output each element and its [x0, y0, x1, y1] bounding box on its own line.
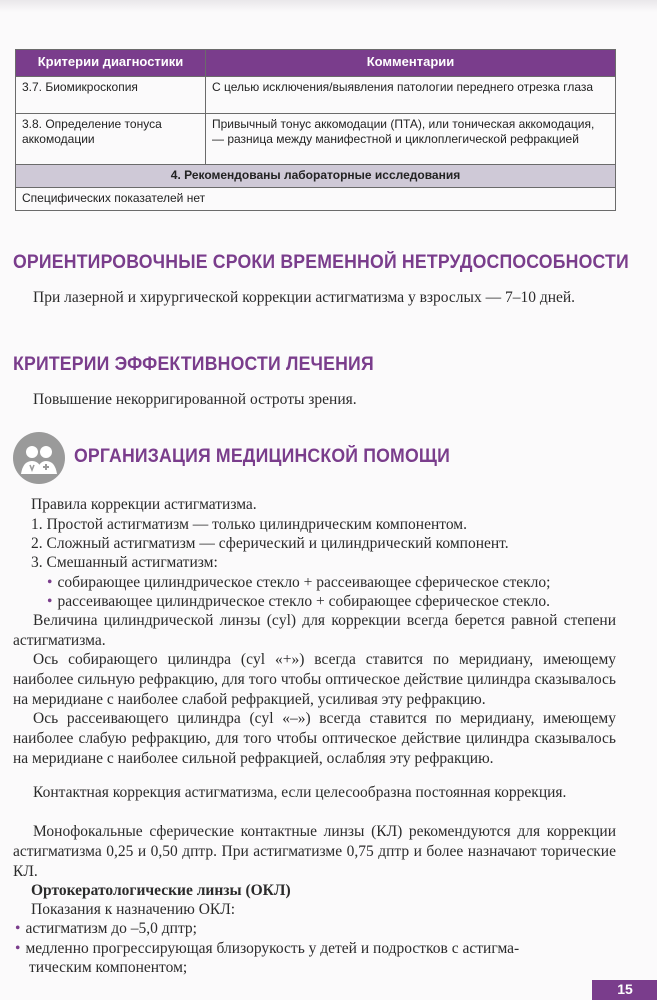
table-subheader: 4. Рекомендованы лабораторные исследования [16, 165, 616, 188]
table-row [16, 188, 616, 211]
diagnostics-table [15, 49, 616, 211]
okl-title: Ортокератологические линзы (ОКЛ) [31, 882, 291, 899]
paragraph-contact: Контактная коррекция астигматизма, если целесообразна постоянная коррекция. [33, 784, 567, 801]
page-top-shade [0, 0, 657, 12]
list-item: • собирающее цилиндрическое стекло + рассеивающее сферическое стекло; [47, 572, 550, 593]
medical-staff-icon [13, 432, 65, 484]
paragraph-cyl: Величина цилиндрической линзы (cyl) для коррекции всегда берется равной степени астигматизма. [13, 612, 616, 649]
table-row [16, 77, 616, 114]
table-cell: 3.8. Определение тонуса аккомодации [16, 114, 206, 165]
section-heading-treatment-criteria: КРИТЕРИИ ЭФФЕКТИВНОСТИ ЛЕЧЕНИЯ [13, 354, 374, 375]
list-item-continuation: тическим компонентом; [29, 959, 188, 976]
table-subheader-row [16, 165, 616, 188]
rule-item: 1. Простой астигматизм — только цилиндрическим компонентом. [31, 516, 467, 533]
table-cell: С целью исключения/выявления патологии переднего отрезка глаза [206, 77, 616, 114]
page-number: 15 [617, 981, 633, 997]
table-header-row [16, 50, 616, 77]
table-header-criteria: Критерии диагностики [16, 50, 206, 77]
rules-title: Правила коррекции астигматизма. [31, 496, 257, 513]
paragraph-minus-axis: Ось рассеивающего цилиндра (cyl «–») всегда ставится по меридиану, имеющему наиболее слабую рефракцию, для того чтобы оптическое действие цилиндра сказывалось на меридиане с наиболее сильной рефракцией, ослабляя эту рефракцию. [13, 710, 616, 767]
list-item: • рассеивающее цилиндрическое стекло + собирающее сферическое стекло. [47, 591, 550, 612]
criteria-paragraph: Повышение некорригированной остроты зрения. [33, 391, 357, 408]
table-header-comments: Комментарии [206, 50, 616, 77]
list-item: • астигматизм до –5,0 дптр; [15, 918, 197, 939]
terms-paragraph: При лазерной и хирургической коррекции астигматизма у взрослых — 7–10 дней. [33, 289, 576, 306]
okl-indications: Показания к назначению ОКЛ: [31, 901, 236, 918]
table-cell: 3.7. Биомикроскопия [16, 77, 206, 114]
table-row [16, 114, 616, 165]
table-cell: Специфических показателей нет [16, 188, 616, 211]
rule-item: 3. Смешанный астигматизм: [31, 554, 218, 571]
list-item: • медленно прогрессирующая близорукость у детей и подростков с астигма- [15, 938, 519, 959]
table-cell: Привычный тонус аккомодации (ПТА), или тоническая аккомодация, — разница между манифестной и циклоплегической рефракцией [206, 114, 616, 165]
rule-item: 2. Сложный астигматизм — сферический и цилиндрический компонент. [31, 535, 509, 552]
section-heading-disability-terms: ОРИЕНТИРОВОЧНЫЕ СРОКИ ВРЕМЕННОЙ НЕТРУДОСПОСОБНОСТИ [13, 252, 629, 273]
paragraph-plus-axis: Ось собирающего цилиндра (cyl «+») всегда ставится по меридиану, имеющему наиболее сильную рефракцию, для того чтобы оптическое действие цилиндра сказывалось на меридиане с наиболее слабой рефракцией, усиливая эту рефракцию. [13, 651, 616, 708]
paragraph-monofocal: Монофокальные сферические контактные линзы (КЛ) рекомендуются для коррекции астигматизма 0,25 и 0,50 дптр. При астигматизме 0,75 дптр и более назначают торические КЛ. [13, 823, 616, 880]
section-heading-medical-care: ОРГАНИЗАЦИЯ МЕДИЦИНСКОЙ ПОМОЩИ [74, 446, 450, 467]
